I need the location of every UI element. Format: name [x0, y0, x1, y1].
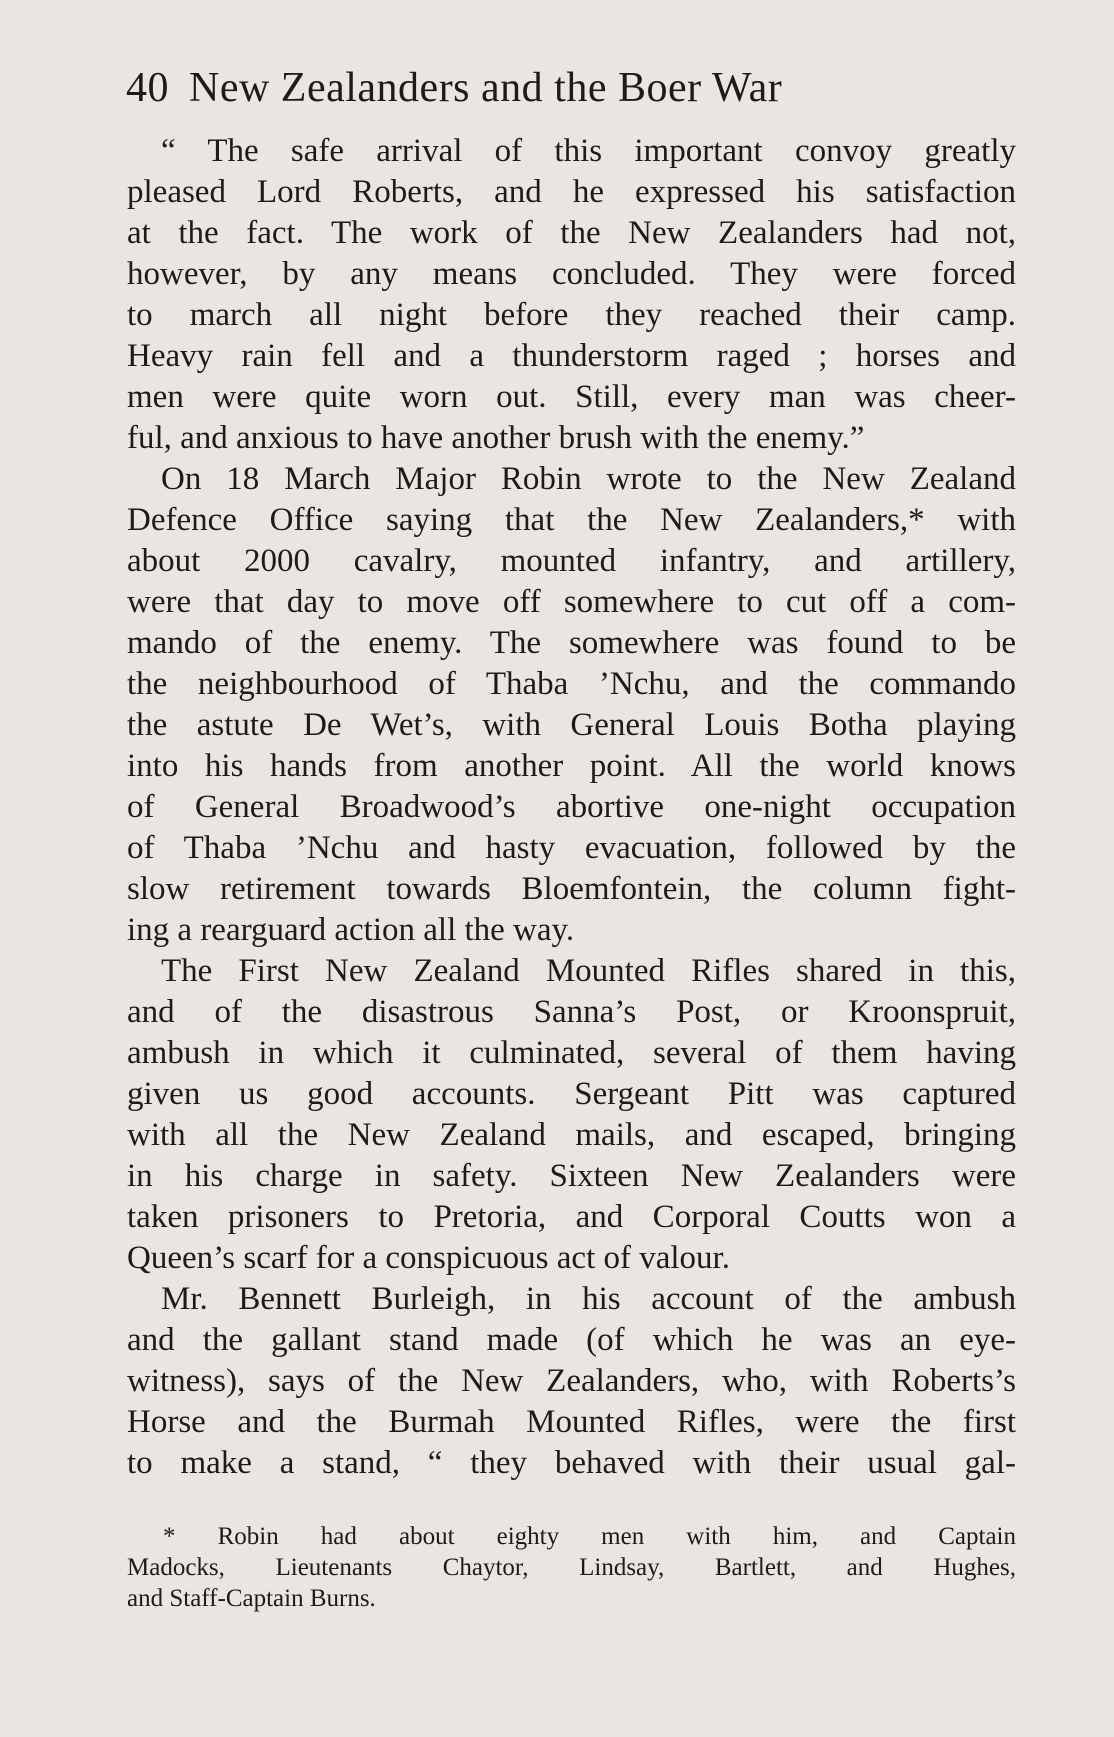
text-line: of Thaba ’Nchu and hasty evacuation, followed by the: [127, 830, 1016, 866]
text-line: ing a rearguard action all the way.: [127, 912, 575, 948]
page-number: 40: [126, 65, 169, 111]
text-line: The First New Zealand Mounted Rifles shared in this,: [161, 953, 1016, 989]
footnote: [127, 1521, 1016, 1614]
footnote-line: and Staff-Captain Burns.: [127, 1585, 376, 1612]
text-line: the neighbourhood of Thaba ’Nchu, and the commando: [127, 666, 1016, 702]
text-line: taken prisoners to Pretoria, and Corporal Coutts won a: [127, 1199, 1016, 1235]
text-line: into his hands from another point. All the world knows: [127, 748, 1016, 784]
text-line: and the gallant stand made (of which he was an eye-: [127, 1322, 1016, 1358]
text-line: about 2000 cavalry, mounted infantry, and artillery,: [127, 543, 1016, 579]
text-line: Horse and the Burmah Mounted Rifles, were the first: [127, 1404, 1016, 1440]
body-text: [127, 131, 1016, 1484]
text-line: Heavy rain fell and a thunderstorm raged ; horses and: [127, 338, 1016, 374]
text-line: at the fact. The work of the New Zealanders had not,: [127, 215, 1016, 251]
text-line: witness), says of the New Zealanders, who, with Roberts’s: [127, 1363, 1016, 1399]
text-line: On 18 March Major Robin wrote to the New Zealand: [161, 461, 1016, 497]
footnote-line: * Robin had about eighty men with him, and Captain: [163, 1523, 1016, 1550]
text-line: Mr. Bennett Burleigh, in his account of the ambush: [161, 1281, 1016, 1317]
text-line: slow retirement towards Bloemfontein, the column fight-: [127, 871, 1016, 907]
text-line: pleased Lord Roberts, and he expressed his satisfaction: [127, 174, 1016, 210]
text-line: ful, and anxious to have another brush with the enemy.”: [127, 420, 865, 456]
text-line: to make a stand, “ they behaved with their usual gal-: [127, 1445, 1016, 1481]
text-line: “ The safe arrival of this important convoy greatly: [161, 133, 1016, 169]
footnote-line: Madocks, Lieutenants Chaytor, Lindsay, Bartlett, and Hughes,: [127, 1554, 1016, 1581]
running-header: [126, 58, 1006, 118]
text-line: with all the New Zealand mails, and escaped, bringing: [127, 1117, 1016, 1153]
text-line: of General Broadwood’s abortive one-night occupation: [127, 789, 1016, 825]
text-line: Queen’s scarf for a conspicuous act of valour.: [127, 1240, 730, 1276]
text-line: in his charge in safety. Sixteen New Zealanders were: [127, 1158, 1016, 1194]
running-title: New Zealanders and the Boer War: [189, 65, 783, 111]
text-line: and of the disastrous Sanna’s Post, or Kroonspruit,: [127, 994, 1016, 1030]
text-line: men were quite worn out. Still, every man was cheer-: [127, 379, 1016, 415]
text-line: ambush in which it culminated, several of them having: [127, 1035, 1016, 1071]
text-line: mando of the enemy. The somewhere was found to be: [127, 625, 1016, 661]
text-line: were that day to move off somewhere to cut off a com-: [127, 584, 1016, 620]
text-line: to march all night before they reached their camp.: [127, 297, 1016, 333]
text-line: however, by any means concluded. They were forced: [127, 256, 1016, 292]
text-line: Defence Office saying that the New Zealanders,* with: [127, 502, 1016, 538]
text-line: the astute De Wet’s, with General Louis Botha playing: [127, 707, 1016, 743]
text-line: given us good accounts. Sergeant Pitt was captured: [127, 1076, 1016, 1112]
